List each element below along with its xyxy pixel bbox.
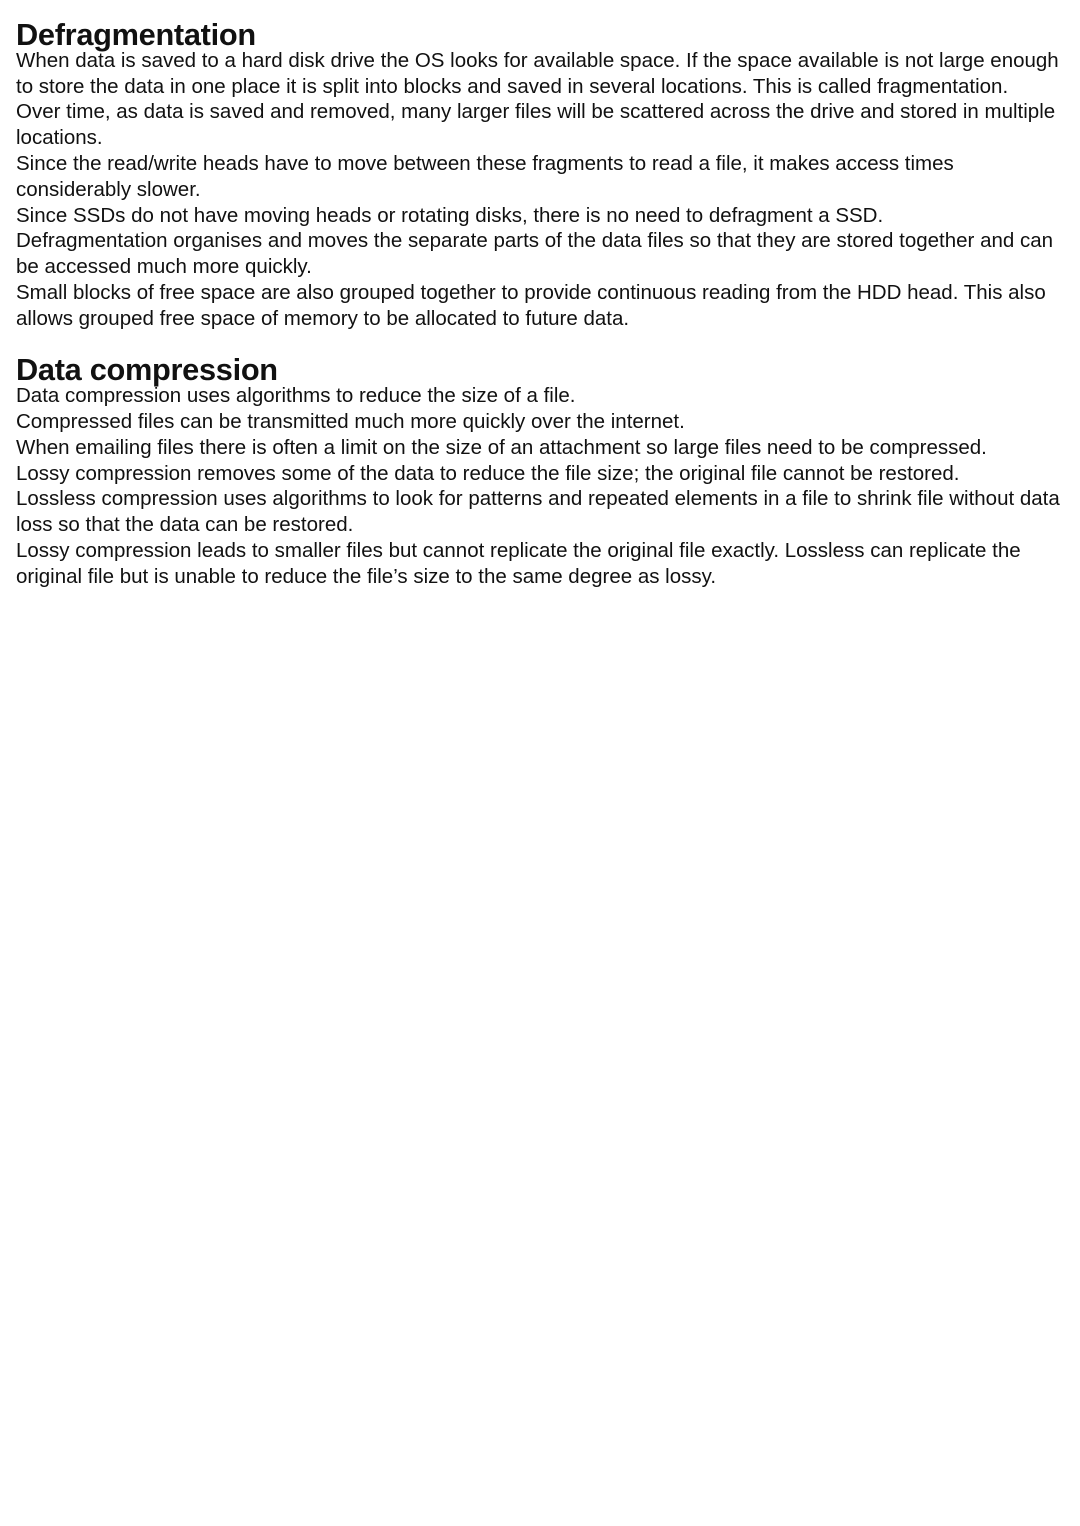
paragraph: Compressed files can be transmitted much more quickly over the internet. — [16, 409, 685, 433]
paragraph: Lossy compression leads to smaller files but cannot replicate the original file exactly. Lossless can replicate the original file but is unable to reduce the file’s size to the same degree as lossy. — [16, 538, 1021, 588]
paragraph: Lossy compression removes some of the data to reduce the file size; the original file cannot be restored. — [16, 461, 960, 485]
defragmentation-section — [16, 17, 1068, 332]
paragraph: When data is saved to a hard disk drive the OS looks for available space. If the space available is not large enough to store the data in one place it is split into blocks and saved in several locations. This is called fragmentation. — [16, 48, 1059, 98]
data-compression-section — [16, 352, 1068, 589]
paragraph: Over time, as data is saved and removed, many larger files will be scattered across the drive and stored in multiple locations. — [16, 100, 1056, 150]
paragraph: Defragmentation organises and moves the separate parts of the data files so that they are stored together and can be accessed much more quickly. — [16, 229, 1054, 279]
paragraph: Data compression uses algorithms to reduce the size of a file. — [16, 384, 576, 408]
paragraph: Lossless compression uses algorithms to look for patterns and repeated elements in a file to shrink file without data loss so that the data can be restored. — [16, 487, 1060, 537]
section-heading-defragmentation: Defragmentation — [16, 17, 256, 52]
document-page — [16, 17, 1068, 590]
paragraph: Since the read/write heads have to move between these fragments to read a file, it makes access times considerably slower. — [16, 151, 954, 201]
paragraph: When emailing files there is often a limit on the size of an attachment so large files need to be compressed. — [16, 435, 987, 459]
paragraph: Small blocks of free space are also grouped together to provide continuous reading from the HDD head. This also allows grouped free space of memory to be allocated to future data. — [16, 280, 1046, 330]
section-heading-data-compression: Data compression — [16, 352, 278, 388]
paragraph: Since SSDs do not have moving heads or rotating disks, there is no need to defragment a SSD. — [16, 203, 884, 227]
